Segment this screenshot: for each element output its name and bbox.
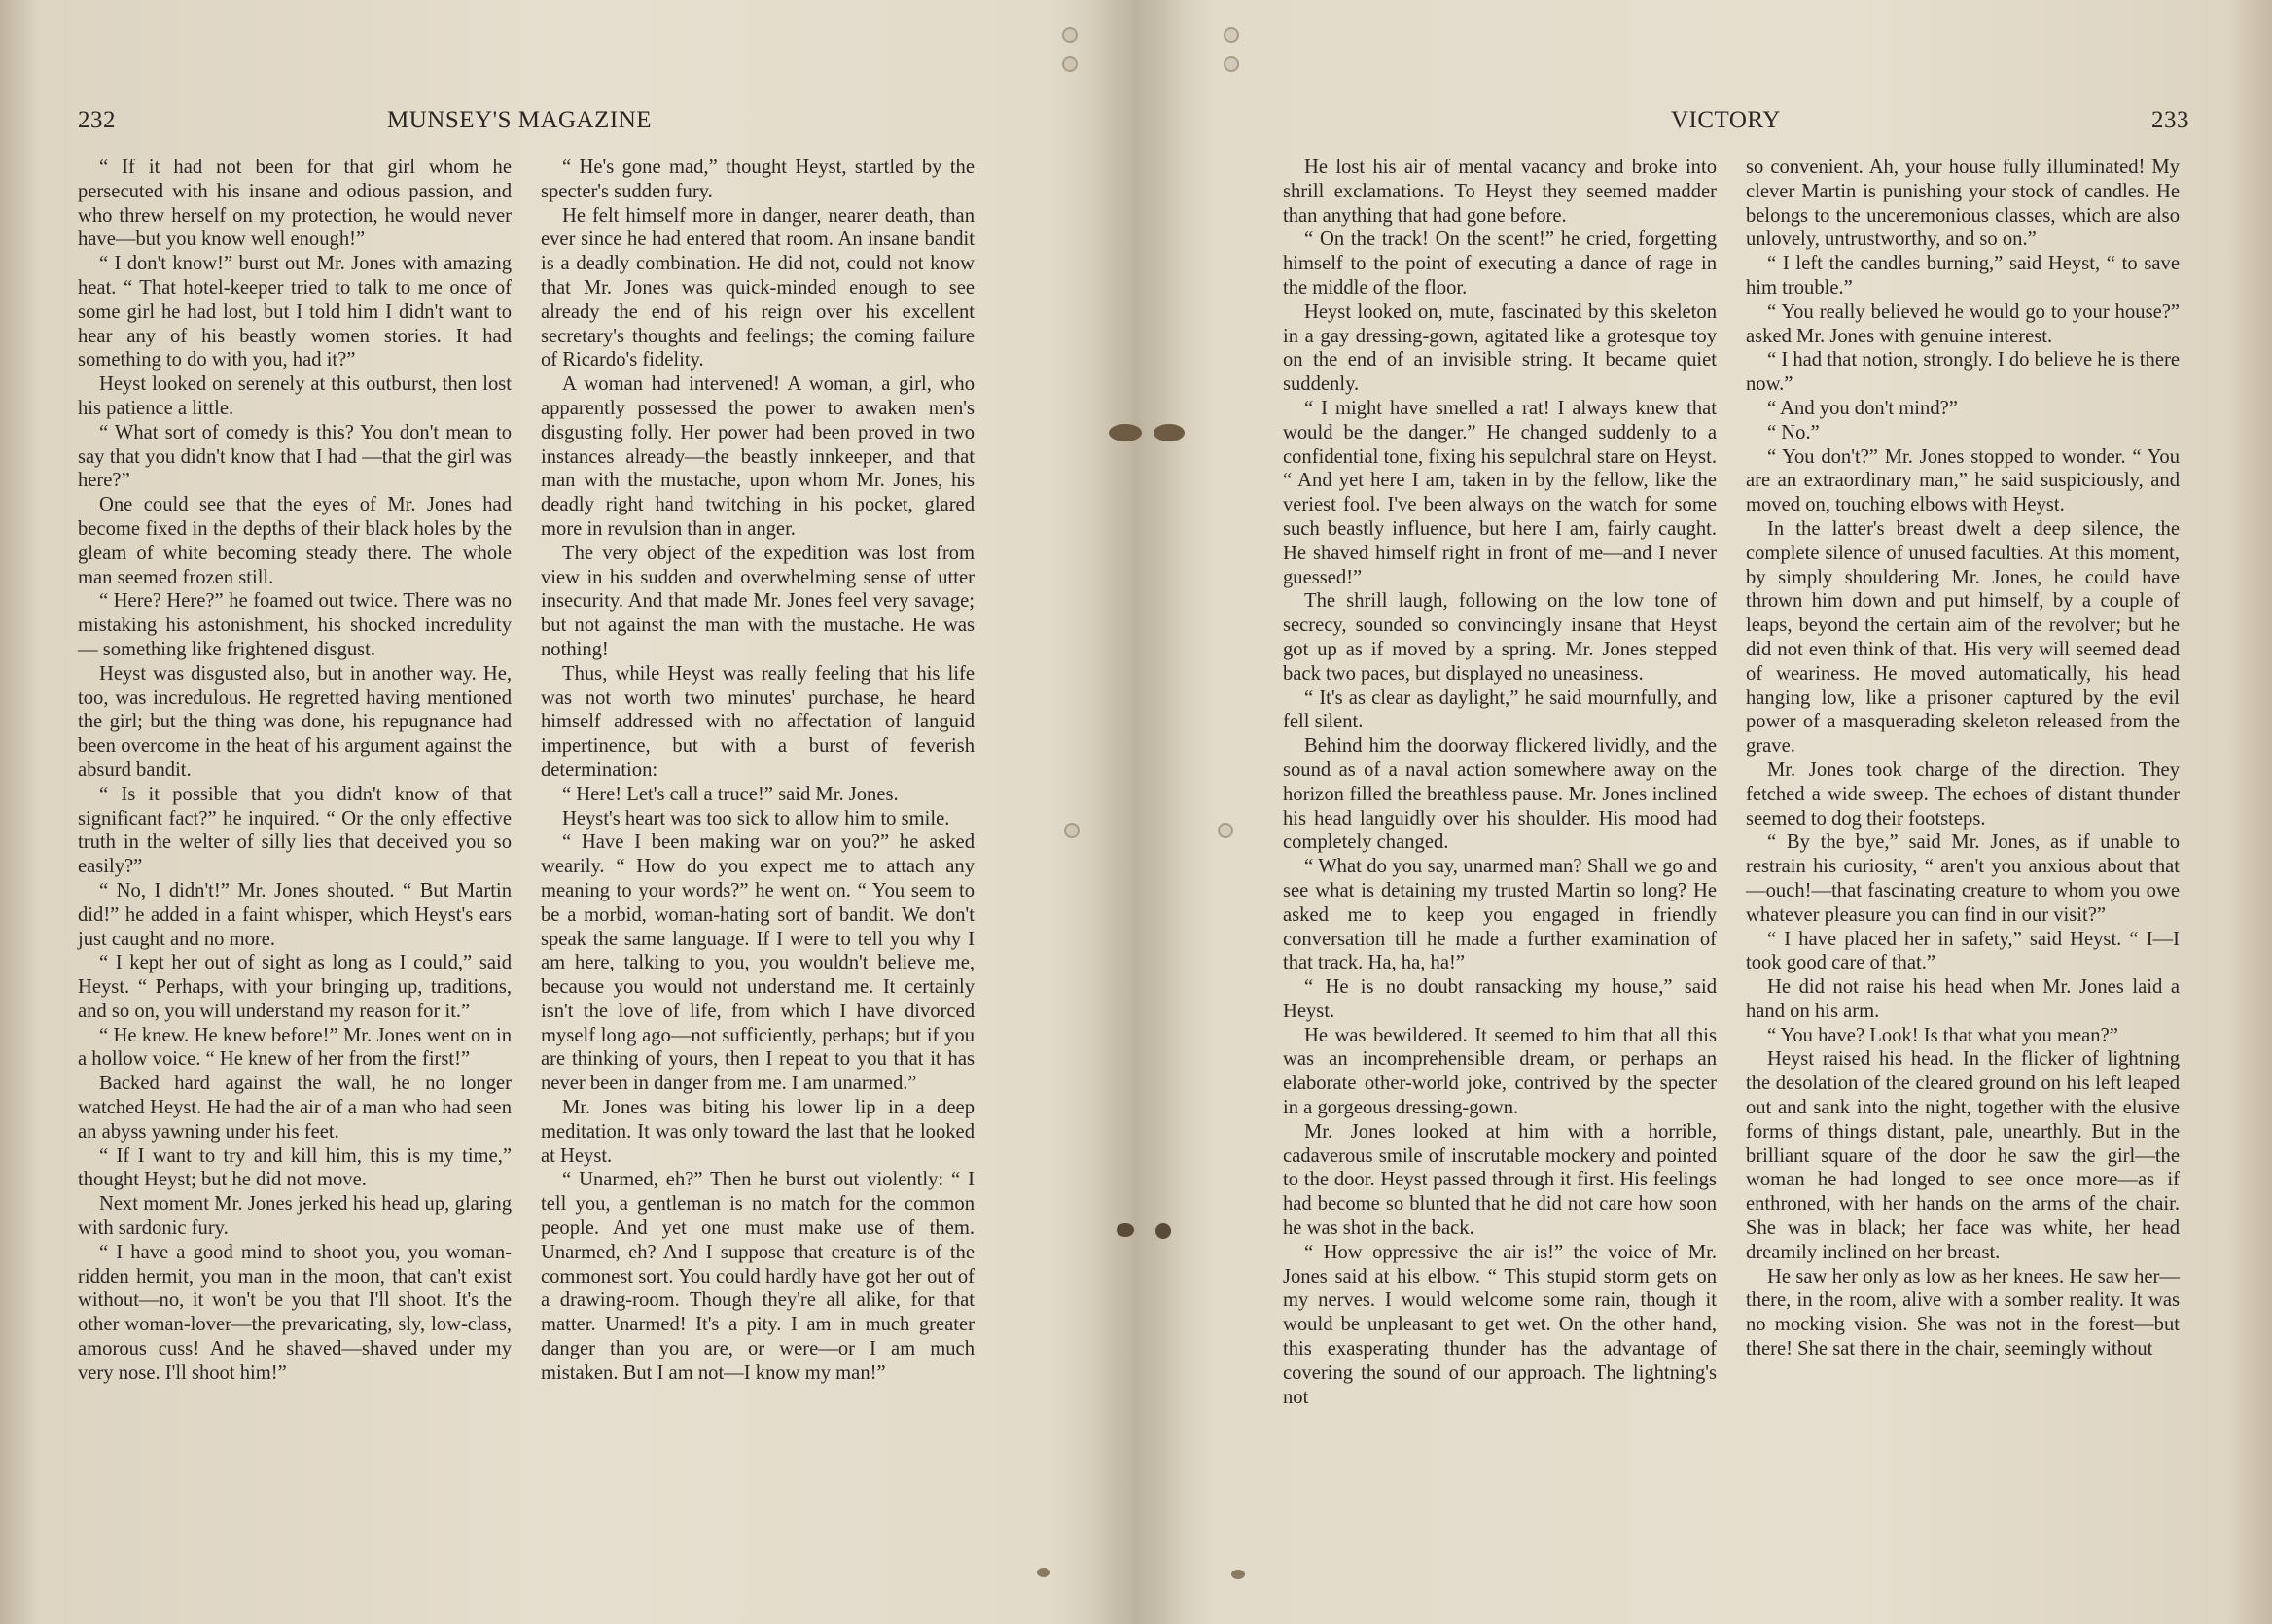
page-number-left: 232 [78,107,116,133]
paragraph: “ He is no doubt ransacking my house,” said Heyst. [1283,976,1717,1022]
paragraph: “ On the track! On the scent!” he cried, forgetting himself to the point of executing a dance of rage in the middle of the floor. [1283,229,1717,299]
paragraph: Mr. Jones took charge of the direction. They fetched a wide sweep. The echoes of distant thunder seemed to dog their footsteps. [1746,759,2180,830]
paragraph: Thus, while Heyst was really feeling that his life was not worth two minutes' purchase, he heard himself addressed with no affectation of languid impertinence, but with a burst of feverish determination: [541,662,975,781]
paragraph: “ By the bye,” said Mr. Jones, as if unable to restrain his curiosity, “ aren't you anxious about that—ouch!—that fascinating creature to whom you owe whatever pleasure you can find in our visit?” [1746,831,2180,926]
paragraph: “ I left the candles burning,” said Heyst, “ to save him trouble.” [1746,253,2180,299]
paragraph: “ And you don't mind?” [1767,397,1958,419]
paragraph: Mr. Jones was biting his lower lip in a deep meditation. It was only toward the last that he looked at Heyst. [541,1097,975,1167]
paragraph: One could see that the eyes of Mr. Jones had become fixed in the depths of their black holes by the gleam of white becoming steady there. The whole man seemed frozen still. [78,494,512,588]
paragraph: Heyst looked on serenely at this outburst, then lost his patience a little. [78,373,512,419]
paragraph: Heyst was disgusted also, but in another way. He, too, was incredulous. He regretted having mentioned the girl; but the thing was done, his repugnance had been overcome in the heat of his argument against the absurd bandit. [78,662,512,781]
paragraph: “ Unarmed, eh?” Then he burst out violently: “ I tell you, a gentleman is no match for the common people. And yet one must make use of them. Unarmed, eh? And I suppose that creature is of the commonest sort. You could hardly have got her out of a drawing-room. Though they're all alike, for that matter. Unarmed! It's a pity. I am in much greater danger than you are, or were—or I am much mistaken. But I am not—I know my man!” [541,1169,975,1384]
paragraph: Heyst looked on, mute, fascinated by this skeleton in a gay dressing-gown, agitated like a grotesque toy on the end of an invisible string. It became quiet suddenly. [1283,300,1717,396]
paragraph: “ I had that notion, strongly. I do believe he is there now.” [1746,349,2180,396]
text-column-right-1 [1283,156,1717,1409]
paragraph: “ It's as clear as daylight,” he said mournfully, and fell silent. [1283,687,1717,733]
paragraph: “ Here! Let's call a truce!” said Mr. Jones. [562,783,899,805]
paragraph: “ Here? Here?” he foamed out twice. There was no mistaking his astonishment, his shocked incredulity — something like frightened disgust. [78,590,512,660]
paragraph: “ You really believed he would go to your house?” asked Mr. Jones with genuine interest. [1746,300,2180,347]
paragraph: The very object of the expedition was lost from view in his sudden and overwhelming sense of utter insecurity. And that made Mr. Jones feel very savage; but not against the man with the mustache. He was nothing! [541,542,975,660]
paragraph: A woman had intervened! A woman, a girl, who apparently possessed the power to awaken men's disgusting folly. Her power had been proved in two instances already—the beastly innkeeper, and that man with the mustache, upon whom Mr. Jones, his deadly right hand twitching in his pocket, glared more in revulsion than in anger. [541,373,975,540]
page-number-right: 233 [2151,107,2189,133]
paragraph: “ No.” [1767,421,1820,443]
paragraph: Behind him the doorway flickered lividly, and the sound as of a naval action somewhere away on the horizon filled the breathless pause. Mr. Jones inclined his head languidly over his shoulder. His mood had completely changed. [1283,735,1717,854]
paragraph: Backed hard against the wall, he no longer watched Heyst. He had the air of a man who had seen an abyss yawning under his feet. [78,1073,512,1143]
paragraph: so convenient. Ah, your house fully illuminated! My clever Martin is punishing your stock of candles. He belongs to the unceremonious classes, which are also unlovely, untrustworthy, and so on.” [1746,157,2180,251]
paragraph: “ You don't?” Mr. Jones stopped to wonder. “ You are an extraordinary man,” he said suspiciously, and moved on, touching elbows with Heyst. [1746,445,2180,516]
text-column-right-2 [1746,156,2180,1361]
paragraph: He saw her only as low as her knees. He saw her—there, in the room, alive with a somber reality. It was no mocking vision. She was not in the forest—but there! She sat there in the chair, seemingly without [1746,1265,2180,1360]
running-head-right: VICTORY [1671,107,1781,133]
paragraph: “ I kept her out of sight as long as I could,” said Heyst. “ Perhaps, with your bringing up, traditions, and so on, you will understand my reason for it.” [78,952,512,1022]
running-head-left: MUNSEY'S MAGAZINE [387,107,653,133]
paragraph: “ You have? Look! Is that what you mean?” [1767,1024,2118,1046]
text-column-left-1 [78,156,512,1386]
paragraph: The shrill laugh, following on the low tone of secrecy, sounded so convincingly insane that Heyst got up as if moved by a spring. Mr. Jones stepped back two paces, but displayed no uneasiness. [1283,590,1717,685]
paragraph: “ I have placed her in safety,” said Heyst. “ I—I took good care of that.” [1746,928,2180,974]
paragraph: In the latter's breast dwelt a deep silence, the complete silence of unused faculties. At this moment, by simply shouldering Mr. Jones, he could have thrown him down and put himself, by a couple of leaps, beyond the certain aim of the revolver; but he did not even think of that. His very will seemed dead of weariness. He moved automatically, his head hanging low, like a prisoner captured by the evil power of a masquerading skeleton released from the grave. [1746,517,2180,758]
paragraph: “ How oppressive the air is!” the voice of Mr. Jones said at his elbow. “ This stupid storm gets on my nerves. I would welcome some rain, though it would be unpleasant to get wet. On the other hand, this exasperating thunder has the advantage of covering the sound of our approach. The lightning's not [1283,1241,1717,1408]
paragraph: “ He's gone mad,” thought Heyst, startled by the specter's sudden fury. [541,157,975,202]
paragraph: Heyst raised his head. In the flicker of lightning the desolation of the cleared ground on his left leaped out and sank into the night, together with the elusive forms of things distant, pale, unearthly. But in the brilliant square of the door he saw the girl—the woman he had longed to see once more—as if enthroned, with her hands on the arms of the chair. She was in black; her face was white, her head dreamily inclined on her breast. [1746,1048,2180,1263]
paragraph: He felt himself more in danger, nearer death, than ever since he had entered that room. An insane bandit is a deadly combination. He did not, could not know that Mr. Jones was quick-minded enough to see already the end of his reign over his excellent secretary's thoughts and feelings; the coming failure of Ricardo's fidelity. [541,204,975,371]
paragraph: Mr. Jones looked at him with a horrible, cadaverous smile of inscrutable mockery and pointed to the door. Heyst passed through it first. His feelings had become so blunted that he did not care how soon he was shot in the back. [1283,1120,1717,1240]
paragraph: Heyst's heart was too sick to allow him to smile. [562,807,950,830]
paragraph: “ What sort of comedy is this? You don't mean to say that you didn't know that I had —that the girl was here?” [78,421,512,492]
paragraph: He did not raise his head when Mr. Jones laid a hand on his arm. [1746,976,2180,1022]
text-column-left-2 [541,156,975,1386]
paragraph: “ I have a good mind to shoot you, you woman-ridden hermit, you man in the moon, that can't exist without—no, it won't be you that I'll shoot. It's the other woman-lover—the prevaricating, sly, low-class, amorous cuss! And he shaved—shaved under my very nose. I'll shoot him!” [78,1241,512,1384]
paragraph: “ He knew. He knew before!” Mr. Jones went on in a hollow voice. “ He knew of her from the first!” [78,1024,512,1071]
paragraph: He was bewildered. It seemed to him that all this was an incomprehensible dream, or perhaps an elaborate other-world joke, contrived by the specter in a gorgeous dressing-gown. [1283,1024,1717,1119]
paragraph: “ No, I didn't!” Mr. Jones shouted. “ But Martin did!” he added in a faint whisper, which Heyst's ears just caught and no more. [78,879,512,950]
paragraph: “ What do you say, unarmed man? Shall we go and see what is detaining my trusted Martin so long? He asked me to keep you engaged in friendly conversation till he made a further examination of that track. Ha, ha, ha!” [1283,856,1717,974]
paragraph: Next moment Mr. Jones jerked his head up, glaring with sardonic fury. [78,1193,512,1240]
paragraph: “ Have I been making war on you?” he asked wearily. “ How do you expect me to attach any meaning to your words?” he went on. “ You seem to be a morbid, woman-hating sort of bandit. We don't speak the same language. If I were to tell you why I am here, talking to you, you wouldn't believe me, because you would not understand me. It certainly isn't the love of life, from which I have divorced myself long ago—not sufficiently, perhaps; but if you are thinking of yours, then I repeat to you that it has never been in danger from me. I am unarmed.” [541,831,975,1095]
paragraph: “ I might have smelled a rat! I always knew that would be the danger.” He changed suddenly to a confidential tone, fixing his sepulchral stare on Heyst. “ And yet here I am, taken in by the fellow, like the veriest fool. I've been always on the watch for some such beastly influence, but here I am, fairly caught. He shaved himself right in front of me—and I never guessed!” [1283,397,1717,588]
paragraph: “ Is it possible that you didn't know of that significant fact?” he inquired. “ Or the only effective truth in the welter of silly lies that deceived you so easily?” [78,783,512,878]
paragraph: He lost his air of mental vacancy and broke into shrill exclamations. To Heyst they seemed madder than anything that had gone before. [1283,157,1717,227]
paragraph: “ If I want to try and kill him, this is my time,” thought Heyst; but he did not move. [78,1145,512,1191]
paragraph: “ If it had not been for that girl whom he persecuted with his insane and odious passion, and who threw herself on my protection, he would never have—but you know well enough!” [78,157,512,251]
paragraph: “ I don't know!” burst out Mr. Jones with amazing heat. “ That hotel-keeper tried to talk to me once of some girl he had lost, but I told him I didn't want to hear any of his beastly women stories. It had something to do with you, had it?” [78,253,512,371]
